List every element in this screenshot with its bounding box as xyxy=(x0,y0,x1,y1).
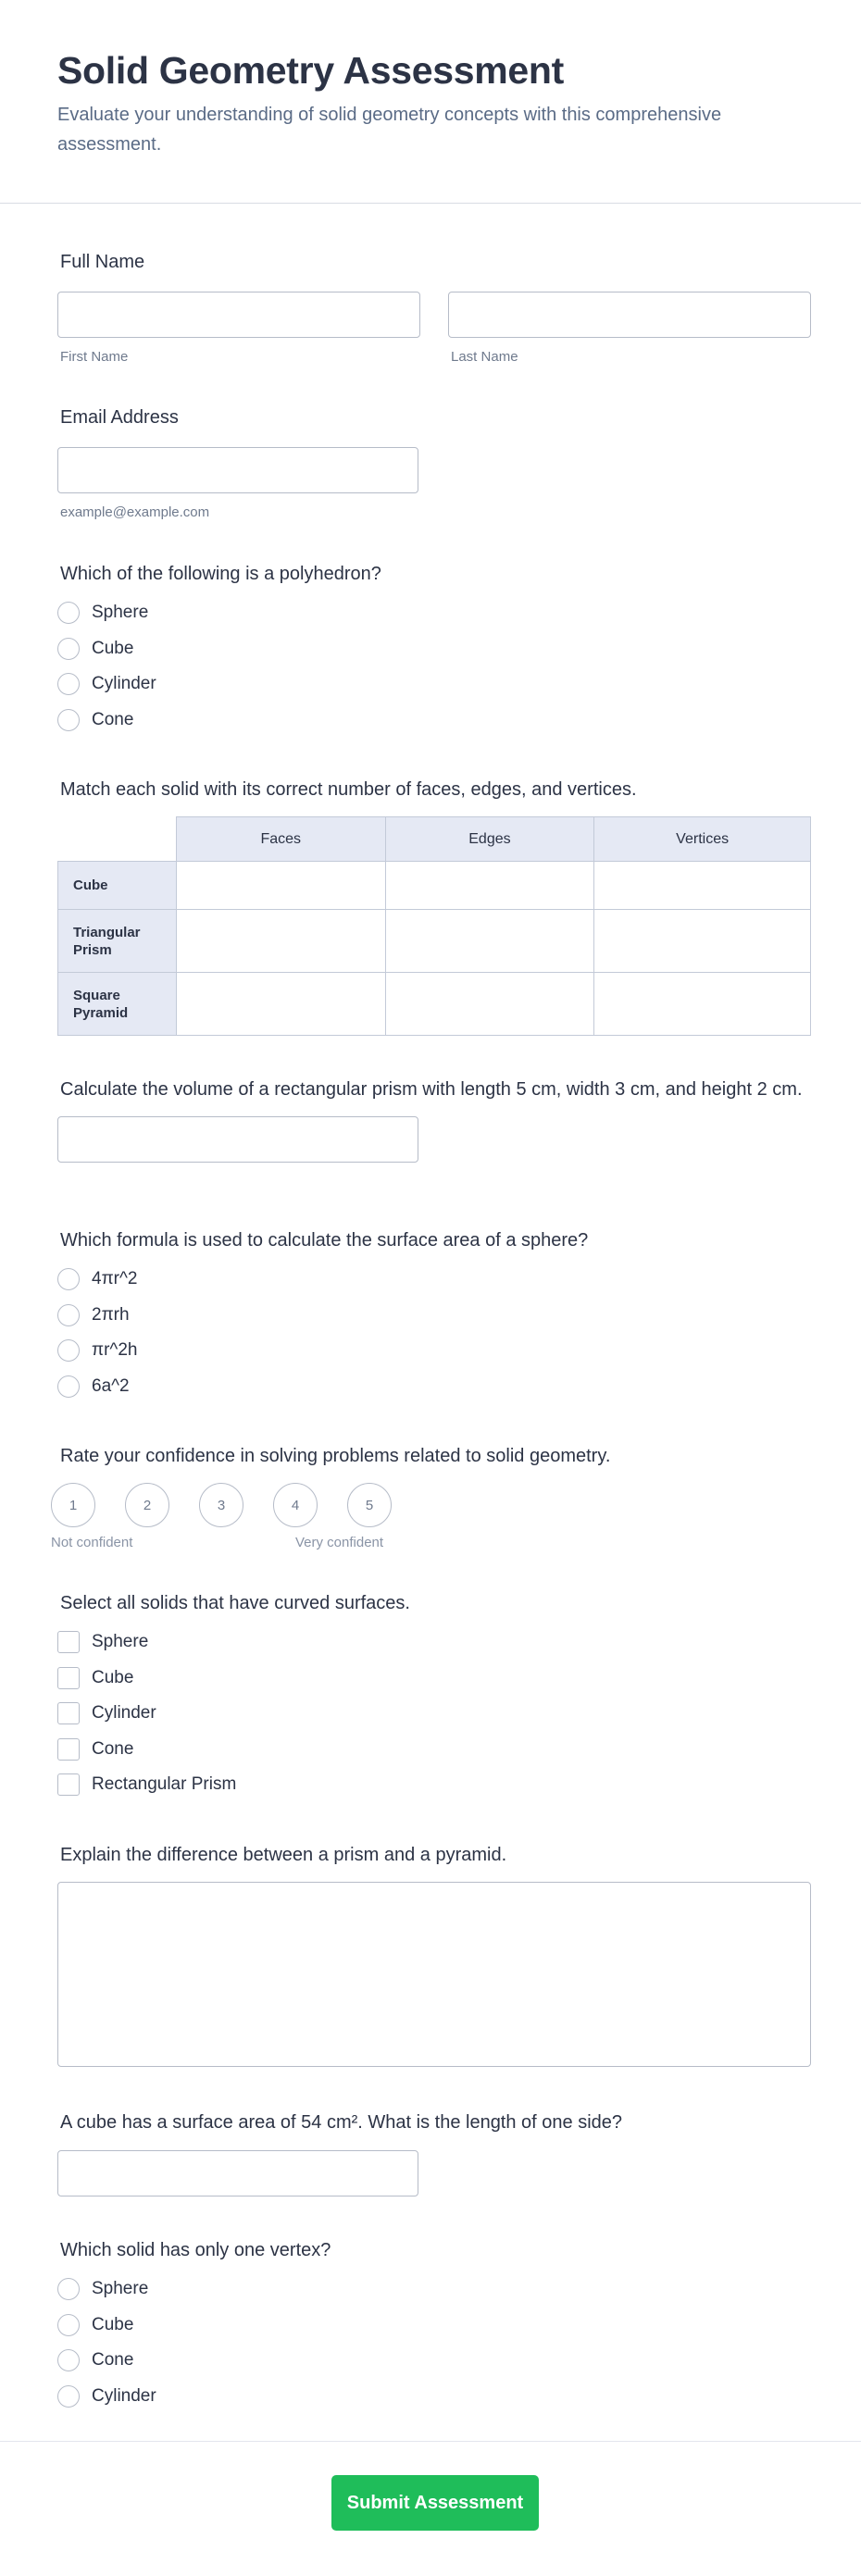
radio-button[interactable] xyxy=(57,2349,80,2371)
option-label: Cube xyxy=(92,1667,134,1687)
matrix-column-header: Edges xyxy=(385,817,594,862)
matrix-cell[interactable] xyxy=(176,973,385,1036)
checkbox[interactable] xyxy=(57,1631,80,1653)
option-label: πr^2h xyxy=(92,1340,138,1361)
radio-button[interactable] xyxy=(57,1375,80,1398)
full-name-label: Full Name xyxy=(60,252,145,272)
explain-question-label: Explain the difference between a prism and a pyramid. xyxy=(60,1845,507,1865)
option-label: Cube xyxy=(92,638,134,658)
radio-button[interactable] xyxy=(57,1339,80,1362)
option-label: Cone xyxy=(92,1738,134,1759)
radio-button[interactable] xyxy=(57,2278,80,2300)
question-volume xyxy=(57,1078,811,1163)
checkbox-option[interactable] xyxy=(57,1624,811,1661)
matrix-corner xyxy=(58,817,177,862)
question-confidence xyxy=(51,1444,811,1553)
question-polyhedron xyxy=(57,562,811,738)
matrix-cell[interactable] xyxy=(594,973,811,1036)
checkbox[interactable] xyxy=(57,1702,80,1724)
option-label: 2πrh xyxy=(92,1304,130,1325)
scale-labels xyxy=(51,1535,811,1553)
radio-button[interactable] xyxy=(57,1304,80,1326)
radio-option[interactable] xyxy=(57,703,811,739)
matrix-row-header: Square Pyramid xyxy=(58,973,177,1036)
cube-question-label: A cube has a surface area of 54 cm². What is the length of one side? xyxy=(60,2112,623,2133)
radio-button[interactable] xyxy=(57,638,80,660)
matrix-cell[interactable] xyxy=(385,862,594,910)
option-label: Rectangular Prism xyxy=(92,1774,237,1795)
radio-option[interactable] xyxy=(57,2308,811,2344)
checkbox-option[interactable] xyxy=(57,1661,811,1697)
form-header xyxy=(0,0,861,204)
formula-question-label: Which formula is used to calculate the surface area of a sphere? xyxy=(60,1230,589,1251)
submit-button[interactable]: Submit Assessment xyxy=(331,2475,539,2531)
confidence-scale xyxy=(51,1483,811,1527)
radio-option[interactable] xyxy=(57,2271,811,2308)
volume-answer-input[interactable] xyxy=(57,1116,418,1163)
radio-button[interactable] xyxy=(57,602,80,624)
curved-question-label: Select all solids that have curved surfaces. xyxy=(60,1593,410,1613)
radio-button[interactable] xyxy=(57,2385,80,2408)
checkbox[interactable] xyxy=(57,1773,80,1796)
full-name-field xyxy=(57,250,811,365)
option-label: Cylinder xyxy=(92,674,156,694)
radio-option[interactable] xyxy=(57,1333,811,1369)
email-input[interactable] xyxy=(57,447,418,493)
radio-option[interactable] xyxy=(57,1298,811,1334)
matrix-cell[interactable] xyxy=(594,862,811,910)
option-label: Sphere xyxy=(92,2279,149,2299)
question-curved xyxy=(57,1591,811,1803)
question-match xyxy=(57,778,811,1036)
radio-button[interactable] xyxy=(57,1268,80,1290)
radio-option[interactable] xyxy=(57,2343,811,2379)
email-sublabel: example@example.com xyxy=(60,504,210,520)
scale-option-3[interactable]: 3 xyxy=(199,1483,243,1527)
matrix-column-header: Faces xyxy=(176,817,385,862)
scale-high-label: Very confident xyxy=(295,1535,384,1550)
radio-option[interactable] xyxy=(57,2379,811,2415)
radio-button[interactable] xyxy=(57,2314,80,2336)
radio-option[interactable] xyxy=(57,1369,811,1405)
cube-answer-input[interactable] xyxy=(57,2150,418,2196)
page-title: Solid Geometry Assessment xyxy=(57,49,564,92)
question-formula xyxy=(57,1228,811,1404)
matrix-column-header: Vertices xyxy=(594,817,811,862)
scale-low-label: Not confident xyxy=(51,1535,133,1550)
confidence-question-label: Rate your confidence in solving problems related to solid geometry. xyxy=(60,1446,611,1466)
vertex-question-label: Which solid has only one vertex? xyxy=(60,2240,331,2260)
radio-option[interactable] xyxy=(57,1262,811,1298)
matrix-row-header: Triangular Prism xyxy=(58,910,177,973)
radio-button[interactable] xyxy=(57,673,80,695)
option-label: 6a^2 xyxy=(92,1375,130,1396)
checkbox-option[interactable] xyxy=(57,1696,811,1732)
checkbox[interactable] xyxy=(57,1738,80,1761)
option-label: Cube xyxy=(92,2314,134,2334)
email-field xyxy=(57,405,811,520)
checkbox-option[interactable] xyxy=(57,1767,811,1803)
first-name-input[interactable] xyxy=(57,292,420,338)
email-label: Email Address xyxy=(60,407,179,428)
option-label: Cone xyxy=(92,2350,134,2371)
matrix-cell[interactable] xyxy=(385,910,594,973)
radio-button[interactable] xyxy=(57,709,80,731)
scale-option-1[interactable]: 1 xyxy=(51,1483,95,1527)
matrix-cell[interactable] xyxy=(594,910,811,973)
polyhedron-question-label: Which of the following is a polyhedron? xyxy=(60,564,381,584)
question-explain xyxy=(57,1843,811,2067)
last-name-sublabel: Last Name xyxy=(451,349,518,365)
matrix-cell[interactable] xyxy=(176,910,385,973)
volume-question-label: Calculate the volume of a rectangular prism with length 5 cm, width 3 cm, and height 2 cm. xyxy=(60,1079,803,1100)
match-question-label: Match each solid with its correct number of faces, edges, and vertices. xyxy=(60,779,637,800)
match-matrix xyxy=(57,816,811,1036)
option-label: Sphere xyxy=(92,603,149,623)
checkbox[interactable] xyxy=(57,1667,80,1689)
option-label: Sphere xyxy=(92,1632,149,1652)
scale-option-5[interactable]: 5 xyxy=(347,1483,392,1527)
page-subtitle: Evaluate your understanding of solid geometry concepts with this comprehensive assessment. xyxy=(57,105,722,155)
matrix-cell[interactable] xyxy=(385,973,594,1036)
scale-option-4[interactable]: 4 xyxy=(273,1483,318,1527)
radio-option[interactable] xyxy=(57,666,811,703)
last-name-input[interactable] xyxy=(448,292,811,338)
first-name-sublabel: First Name xyxy=(60,349,129,365)
option-label: Cylinder xyxy=(92,1703,156,1724)
option-label: Cone xyxy=(92,709,134,729)
question-vertex xyxy=(57,2238,811,2414)
explain-textarea[interactable] xyxy=(57,1882,811,2067)
checkbox-option[interactable] xyxy=(57,1732,811,1768)
option-label: 4πr^2 xyxy=(92,1269,138,1289)
option-label: Cylinder xyxy=(92,2385,156,2406)
scale-option-2[interactable]: 2 xyxy=(125,1483,169,1527)
matrix-cell[interactable] xyxy=(176,862,385,910)
radio-option[interactable] xyxy=(57,631,811,667)
matrix-row-header: Cube xyxy=(58,862,177,910)
question-cube xyxy=(57,2110,811,2196)
form-footer xyxy=(0,2441,861,2576)
radio-option[interactable] xyxy=(57,595,811,631)
